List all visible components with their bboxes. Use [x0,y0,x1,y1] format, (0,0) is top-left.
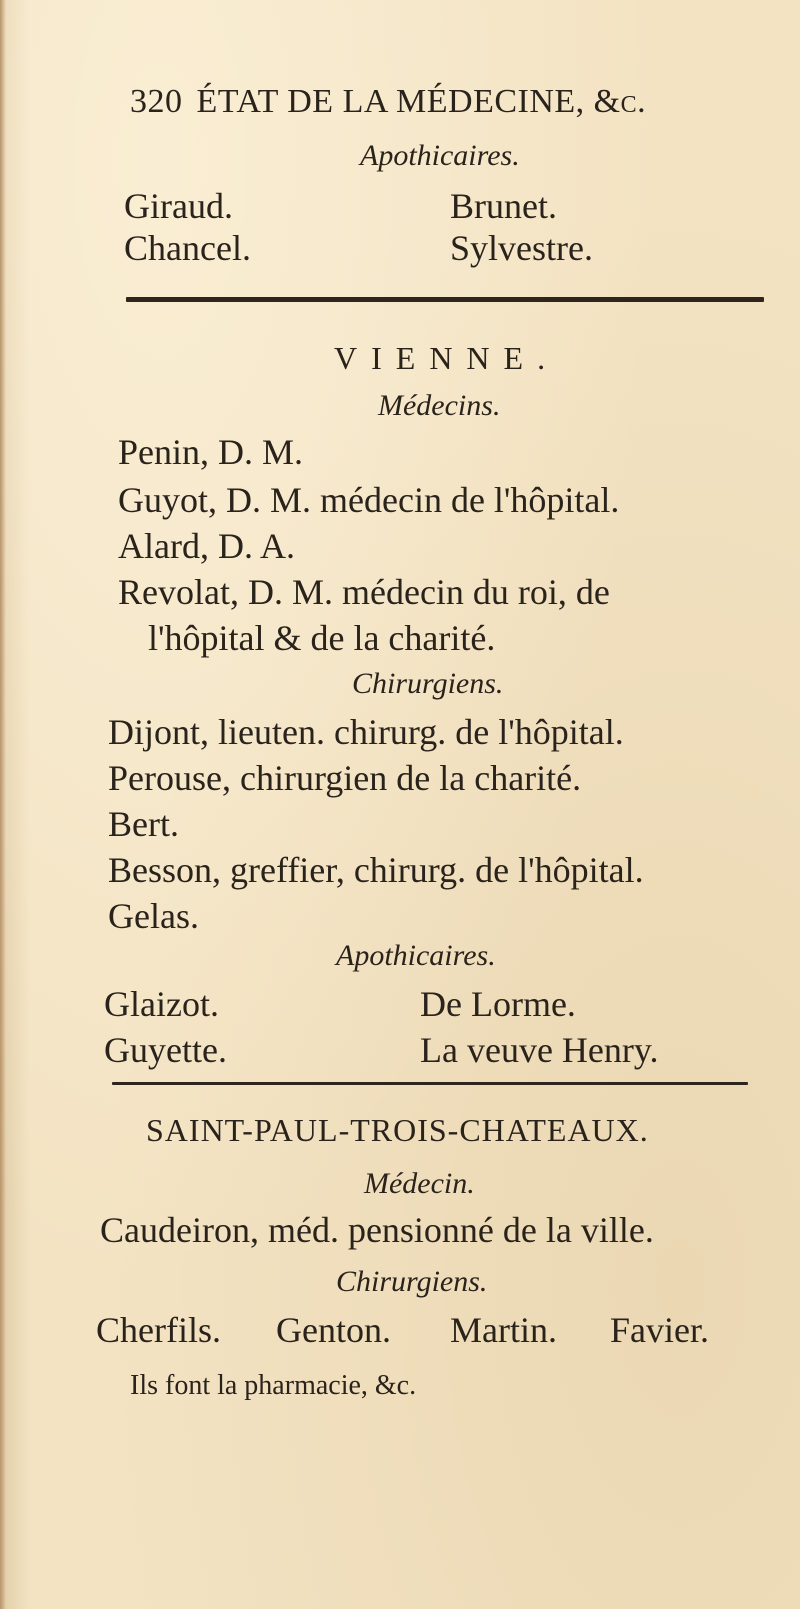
medecin-entry: Alard, D. A. [118,526,295,566]
top-apothicaire-1-left: Giraud. [124,186,233,226]
chirurgien-entry: Perouse, chirurgien de la charité. [108,758,582,798]
chirurgien-name: Favier. [610,1310,709,1350]
city-saint-paul: SAINT-PAUL-TROIS-CHATEAUX. [146,1112,649,1148]
footnote: Ils font la pharmacie, &c. [130,1370,417,1401]
apothicaire-left: Glaizot. [104,984,219,1024]
medecin-entry: Guyot, D. M. médecin de l'hôpital. [118,480,620,520]
chirurgien-entry: Besson, greffier, chirurg. de l'hôpital. [108,850,644,890]
medecin-entry: Revolat, D. M. médecin du roi, de [118,572,610,612]
apothicaire-left: Guyette. [104,1030,227,1070]
medecin-heading: Médecin. [364,1167,475,1200]
medecins-heading: Médecins. [378,389,501,422]
apothicaire-right: La veuve Henry. [420,1030,659,1070]
apothicaire-right: De Lorme. [420,984,576,1024]
chirurgien-entry: Gelas. [108,896,199,936]
top-apothicaire-2-right: Sylvestre. [450,228,593,268]
top-apothicaire-1-right: Brunet. [450,186,557,226]
running-title: ÉTAT DE LA MÉDECINE, &c. [196,83,647,120]
chirurgien-name: Genton. [276,1310,391,1350]
city-vienne: VIENNE. [334,340,560,376]
top-apothicaire-2-left: Chancel. [124,228,251,268]
medecin-entry: Penin, D. M. [118,432,304,472]
chirurgien-entry: Dijont, lieuten. chirurg. de l'hôpital. [108,712,624,752]
chirurgien-entry: Bert. [108,804,179,844]
apothicaires-heading-top: Apothicaires. [360,139,520,172]
medecin-entry: Caudeiron, méd. pensionné de la ville. [100,1210,654,1250]
apothicaires-heading: Apothicaires. [336,939,496,972]
running-header [130,82,646,122]
chirurgiens-heading: Chirurgiens. [336,1265,488,1298]
page-spine-shadow [0,0,6,1609]
chirurgiens-heading: Chirurgiens. [352,667,504,700]
divider-rule [112,1082,748,1085]
medecin-entry-continuation: l'hôpital & de la charité. [148,618,496,658]
chirurgien-name: Cherfils. [96,1310,221,1350]
chirurgien-name: Martin. [450,1310,557,1350]
divider-rule [126,297,764,302]
page-number: 320 [130,83,183,120]
